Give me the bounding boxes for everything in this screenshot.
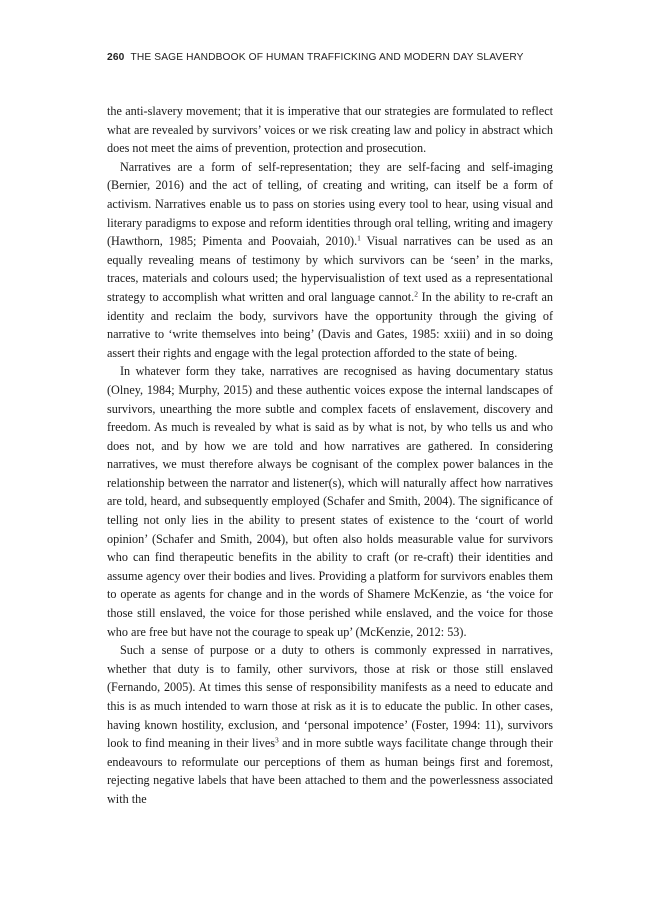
footnote-ref-1[interactable]: 1	[357, 233, 361, 243]
page-number: 260	[107, 52, 125, 63]
paragraph-text: Visual narratives can be used as an equally revealing means of testimony by which survivors can be ‘seen’ in the marks, traces, materials and colours used; the hypervisualistion of text used as a representational strategy to accomplish what written and oral language cannot.	[107, 234, 554, 304]
paragraph-text: Narratives are a form of self-representation; they are self-facing and self-imaging (Bernier, 2016) and the act of telling, of creating and writing, can itself be a form of activism. Narratives enable us to pass on stories using every tool to hear, using visual and literary paradigms to expose and reform identities through oral telling, writing and imagery (Hawthorn, 1985; Pimenta and Poovaiah, 2010).	[107, 159, 553, 249]
paragraph-narratives	[107, 158, 553, 363]
running-title: THE SAGE HANDBOOK OF HUMAN TRAFFICKING AND MODERN DAY SLAVERY	[130, 52, 524, 63]
footnote-ref-2[interactable]: 2	[414, 289, 418, 299]
running-header	[107, 52, 524, 63]
body-text	[107, 102, 553, 809]
paragraph-documentary-status: In whatever form they take, narratives are recognised as having documentary status (Olney, 1984; Murphy, 2015) and these authentic voices expose the internal landscapes of survivors, unearthing the more subtle and complex facets of enslavement, discovery and freedom. As much is revealed by what is said as by what is not, by who tells us and who does not, and by how we are told and how narratives are gathered. In considering narratives, we must therefore always be cognisant of the complex power balances in the relationship between the narrator and listener(s), which will naturally affect how narratives are told, heard, and subsequently employed (Schafer and Smith, 2004). The significance of telling not only lies in the ability to present states of existence to the ‘court of world opinion’ (Schafer and Smith, 2004), but often also holds measurable value for survivors who can find therapeutic benefits in the ability to craft (or re-craft) their identities and assume agency over their bodies and lives. Providing a platform for survivors enables them to operate as agents for change and in the words of Shamere McKenzie, as ‘the voice for those still enslaved, the voice for those perished while enslaved, and the voice for those who are free but have not the courage to speak up’ (McKenzie, 2012: 53).	[107, 364, 553, 639]
paragraph-sense-of-purpose	[107, 641, 553, 808]
footnote-ref-3[interactable]: 3	[274, 735, 279, 745]
paragraph-text: Such a sense of purpose or a duty to others is commonly expressed in narratives, whether that duty is to family, other survivors, those at risk or those still enslaved (Fernando, 2005). At times this sense of responsibility manifests as a need to educate and this is as much intended to warn those at risk as it is to educate the public. In other cases, having known hostility, exclusion, and ‘personal impotence’ (Foster, 1994: 11), survivors look to find meaning in their lives	[107, 643, 553, 751]
paragraph-text: In the ability to re-craft an identity and reclaim the body, survivors have the opportunity through the giving of narrative to ‘write themselves into being’ (Davis and Gates, 1985: xxiii) and in so doing assert their rights and engage with the legal protection afforded to the state of being.	[107, 289, 554, 360]
paragraph-continuation: the anti-slavery movement; that it is imperative that our strategies are formulated to reflect what are revealed by survivors’ voices or we risk creating law and policy in abstract which does not meet the aims of prevention, protection and prosecution.	[107, 104, 553, 156]
paragraph-text: and in more subtle ways facilitate change through their endeavours to reformulate our perceptions of them as human beings first and foremost, rejecting negative labels that have been attached to them and the powerlessness associated with the	[107, 736, 553, 806]
